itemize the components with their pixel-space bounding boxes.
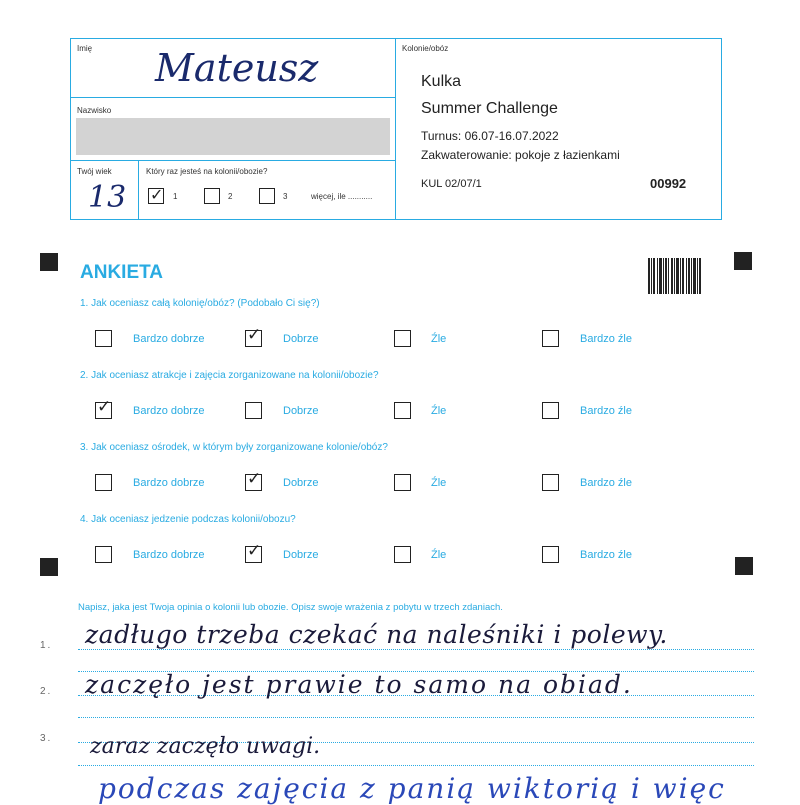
corner-marker-top-right (734, 252, 752, 270)
kolonia-program: Summer Challenge (421, 100, 558, 117)
nazwisko-redacted (76, 118, 390, 155)
q3-bardzo-zle-checkbox[interactable] (542, 474, 559, 491)
wiek-value[interactable]: 13 (88, 180, 127, 215)
ktory-raz-2-checkbox[interactable] (204, 188, 220, 204)
q4-zle-checkbox[interactable] (394, 546, 411, 563)
q2-bardzo-dobrze-label: Bardzo dobrze (133, 405, 205, 417)
question-1: 1. Jak oceniasz całą kolonię/obóz? (Podobało Ci się?) (80, 298, 320, 309)
q3-bardzo-dobrze-checkbox[interactable] (95, 474, 112, 491)
header-divider-1 (70, 97, 395, 98)
barcode (648, 258, 702, 294)
wiecej-label: więcej, ile ........... (311, 192, 373, 201)
q2-dobrze-label: Dobrze (283, 405, 319, 417)
kod: KUL 02/07/1 (421, 178, 482, 190)
q1-bardzo-dobrze-label: Bardzo dobrze (133, 333, 205, 345)
nazwisko-label: Nazwisko (77, 106, 112, 115)
q2-zle-label: Źle (431, 405, 447, 417)
turnus: Turnus: 06.07-16.07.2022 (421, 129, 559, 143)
q2-bardzo-dobrze-checkbox[interactable]: ✓ (97, 397, 112, 417)
imie-value[interactable]: Mateusz (155, 46, 319, 90)
q4-bardzo-zle-checkbox[interactable] (542, 546, 559, 563)
wiek-label: Twój wiek (77, 167, 112, 176)
q4-bardzo-zle-label: Bardzo źle (580, 549, 632, 561)
question-4: 4. Jak oceniasz jedzenie podczas kolonii/obozu? (80, 514, 296, 525)
q3-zle-checkbox[interactable] (394, 474, 411, 491)
q3-bardzo-dobrze-label: Bardzo dobrze (133, 477, 205, 489)
q3-bardzo-zle-label: Bardzo źle (580, 477, 632, 489)
q2-dobrze-checkbox[interactable] (245, 402, 262, 419)
q1-dobrze-label: Dobrze (283, 333, 319, 345)
corner-marker-mid-right (735, 557, 753, 575)
question-2: 2. Jak oceniasz atrakcje i zajęcia zorganizowane na kolonii/obozie? (80, 370, 379, 381)
q1-bardzo-zle-label: Bardzo źle (580, 333, 632, 345)
answer-line-4[interactable]: podczas zajęcia z panią wiktorią i więc (98, 772, 726, 805)
kolonia-name: Kulka (421, 73, 462, 90)
q2-bardzo-zle-checkbox[interactable] (542, 402, 559, 419)
header-divider-2 (70, 160, 395, 161)
line-number-3: 3. (40, 733, 53, 744)
header-divider-vertical (395, 38, 396, 219)
corner-marker-top-left (40, 253, 58, 271)
q1-dobrze-checkbox[interactable]: ✓ (247, 325, 262, 345)
q2-bardzo-zle-label: Bardzo źle (580, 405, 632, 417)
header-divider-3 (138, 160, 139, 219)
answer-line-2[interactable]: zaczęło jest prawie to samo na obiad. (85, 670, 633, 699)
ktory-raz-2-label: 2 (228, 192, 233, 201)
corner-marker-mid-left (40, 558, 58, 576)
q4-dobrze-label: Dobrze (283, 549, 319, 561)
q4-zle-label: Źle (431, 549, 447, 561)
ktory-raz-1-checkbox[interactable]: ✓ (150, 185, 164, 204)
question-3: 3. Jak oceniasz ośrodek, w którym były zorganizowane kolonie/obóz? (80, 442, 388, 453)
kolonie-label: Kolonie/obóz (402, 44, 449, 53)
q1-bardzo-zle-checkbox[interactable] (542, 330, 559, 347)
q3-dobrze-label: Dobrze (283, 477, 319, 489)
ktory-raz-3-checkbox[interactable] (259, 188, 275, 204)
ktory-raz-1-label: 1 (173, 192, 178, 201)
answer-line-3[interactable]: zaraz zaczęło uwagi. (90, 734, 321, 759)
q1-zle-label: Źle (431, 333, 447, 345)
ktory-raz-3-label: 3 (283, 192, 288, 201)
line-number-1: 1. (40, 640, 53, 651)
zakwaterowanie: Zakwaterowanie: pokoje z łazienkami (421, 148, 620, 162)
q4-dobrze-checkbox[interactable]: ✓ (247, 541, 262, 561)
opinion-prompt: Napisz, jaka jest Twoja opinia o kolonii lub obozie. Opisz swoje wrażenia z pobytu w trzech zdaniach. (78, 602, 503, 613)
q4-bardzo-dobrze-label: Bardzo dobrze (133, 549, 205, 561)
q3-zle-label: Źle (431, 477, 447, 489)
q1-bardzo-dobrze-checkbox[interactable] (95, 330, 112, 347)
survey-title: ANKIETA (80, 262, 164, 283)
line-number-2: 2. (40, 686, 53, 697)
q3-dobrze-checkbox[interactable]: ✓ (247, 469, 262, 489)
writing-line-1 (78, 649, 754, 650)
q2-zle-checkbox[interactable] (394, 402, 411, 419)
writing-line-2b (78, 717, 754, 718)
q4-bardzo-dobrze-checkbox[interactable] (95, 546, 112, 563)
q1-zle-checkbox[interactable] (394, 330, 411, 347)
answer-line-1[interactable]: zadługo trzeba czekać na naleśniki i polewy. (85, 620, 668, 649)
ktory-raz-label: Który raz jesteś na kolonii/obozie? (146, 167, 268, 176)
writing-line-3b (78, 765, 754, 766)
imie-label: Imię (77, 44, 93, 53)
numer: 00992 (650, 176, 687, 191)
